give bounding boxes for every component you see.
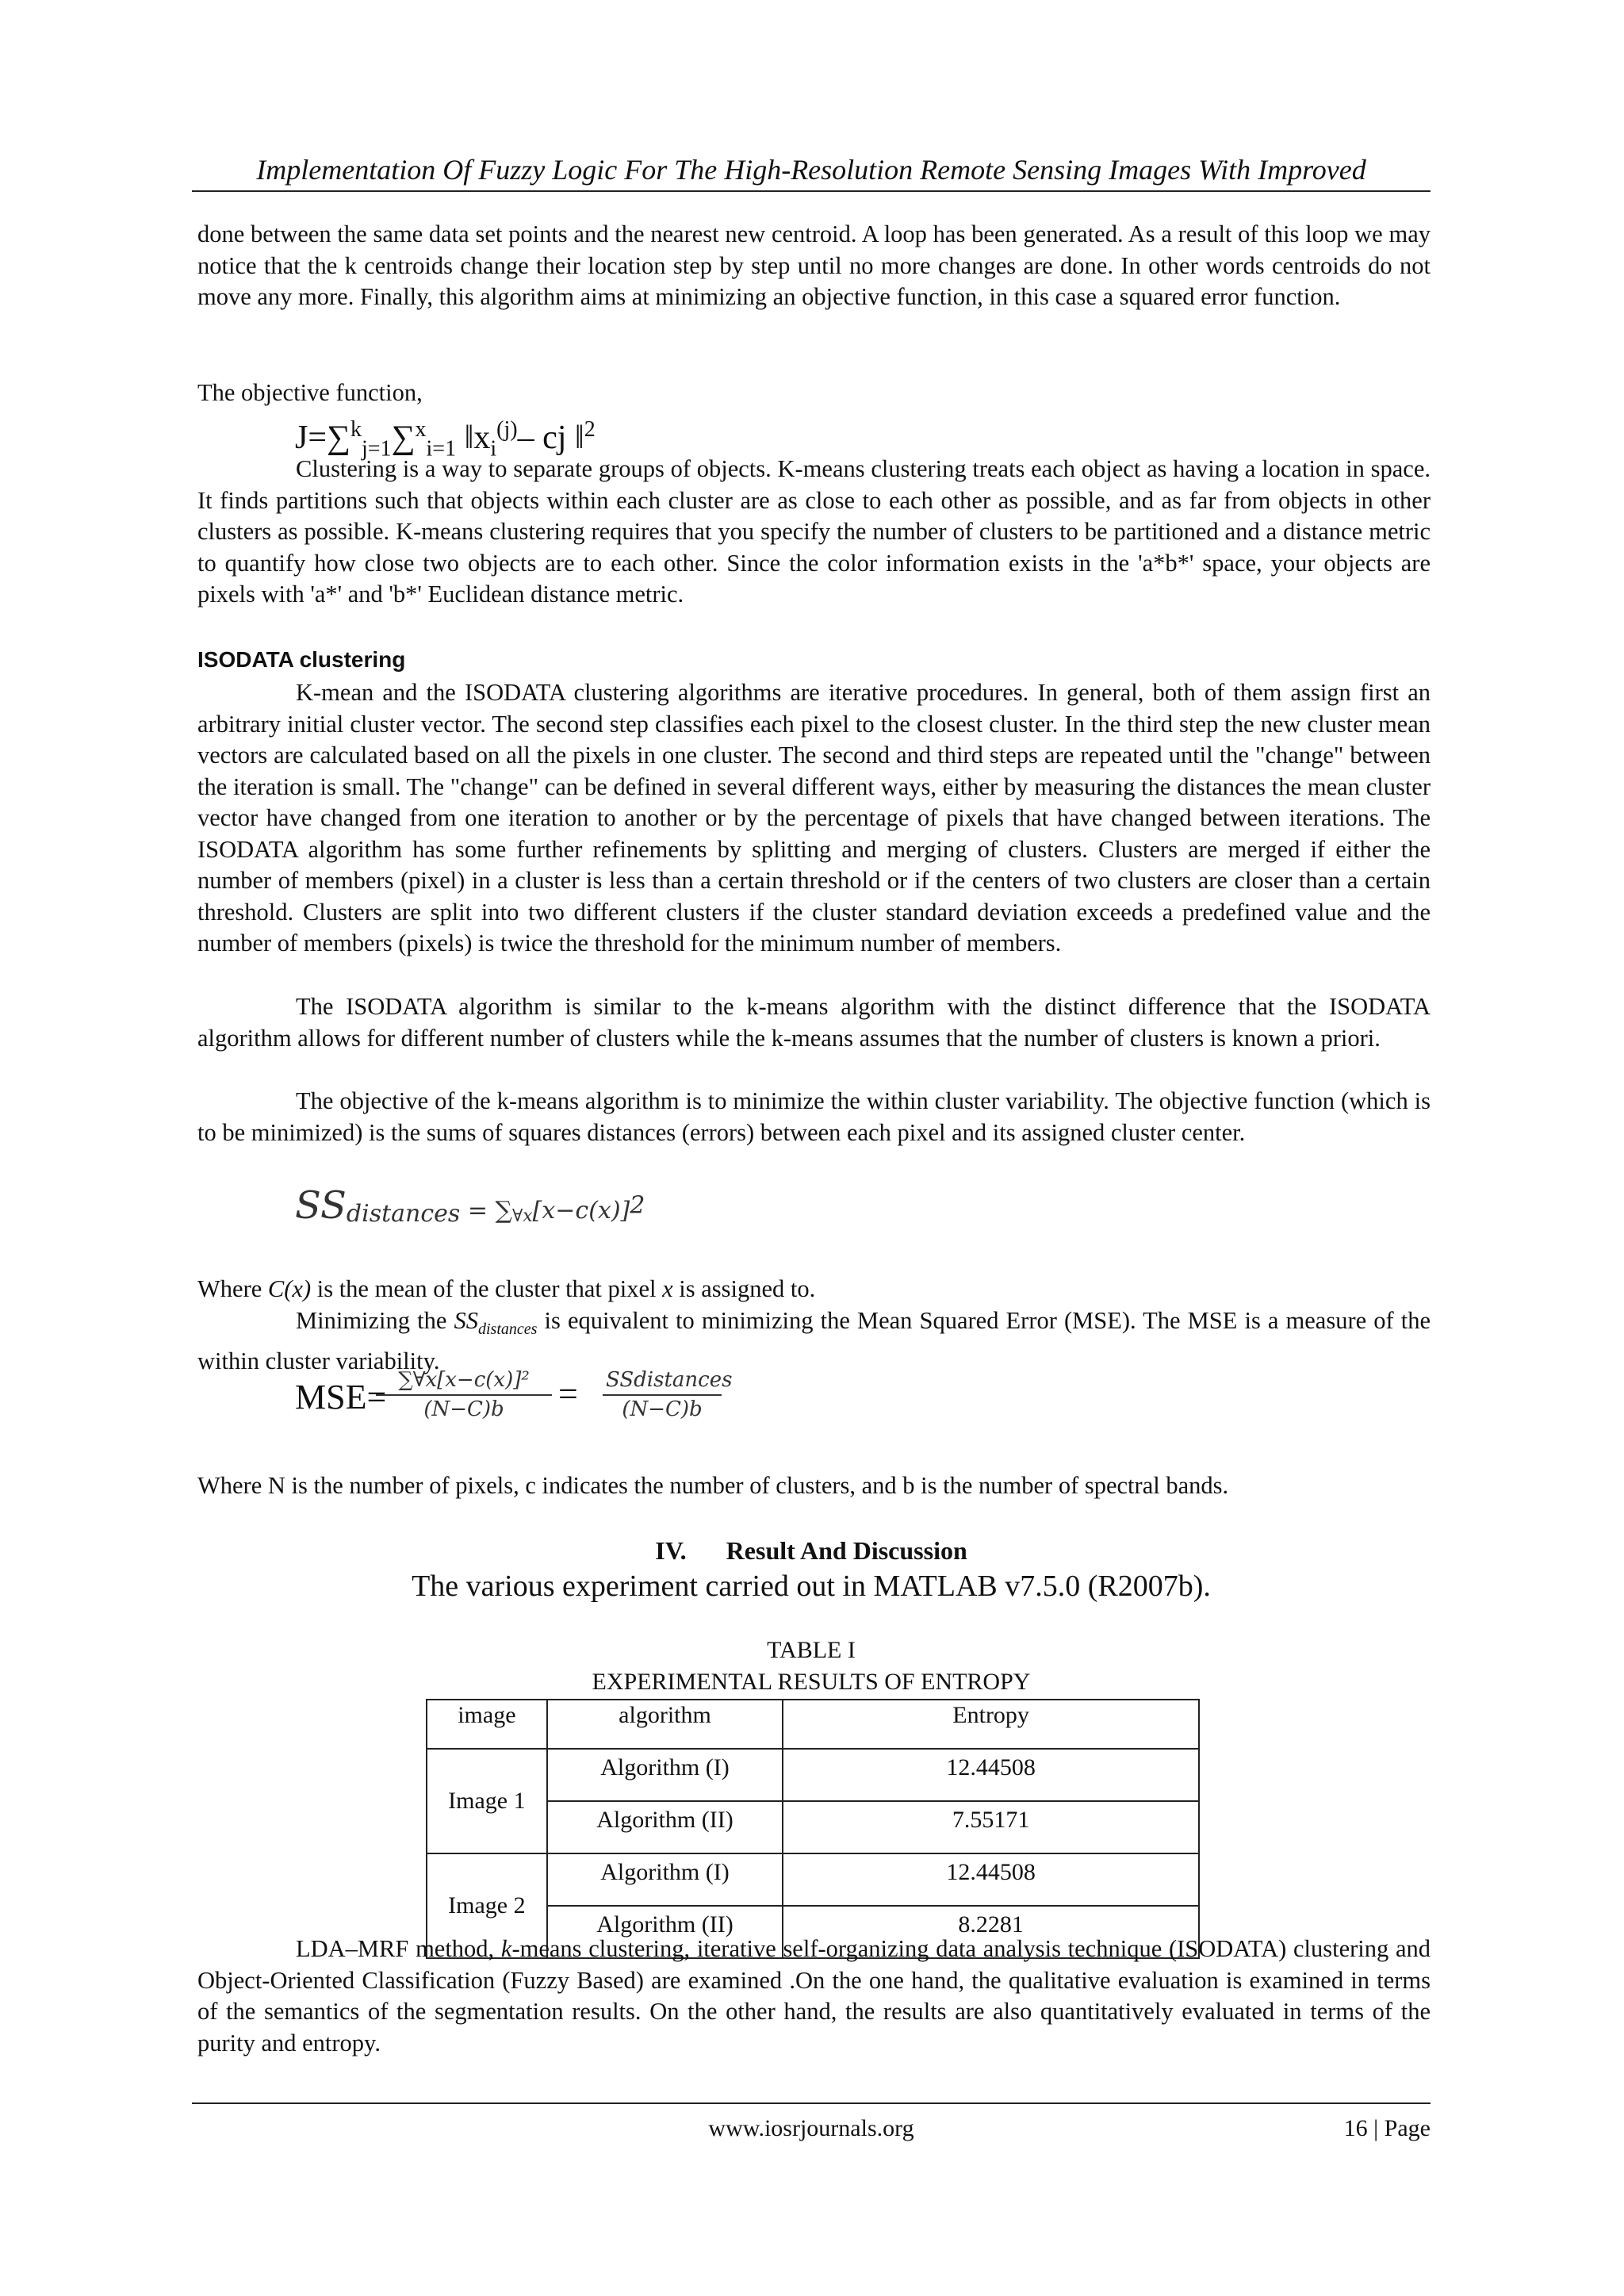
isodata-heading: ISODATA clustering (197, 647, 406, 672)
ss-distances-formula: $SS_{distances} = \sum_{\forall x}[x-c(x)]^2$ (295, 1183, 645, 1228)
paragraph-kmeans-loop: done between the same data set points and the nearest new centroid. A loop has been generated. As a result of this loop we may notice that the k centroids change their location step by step until no more changes are done. In other words centroids do not move any more. Finally, this algorithm aims at minimizing an objective function, in this case a squared error function. (197, 220, 1431, 310)
paragraph-kmeans-objective: The objective of the k-means algorithm is to minimize the within cluster variability. The objective function (which is to be minimized) is the sums of squares distances (errors) between each pixel and its assigned cluster center. (197, 1087, 1431, 1146)
running-header: Implementation Of Fuzzy Logic For The High-Resolution Remote Sensing Images With Improved (256, 154, 1366, 186)
table-title: EXPERIMENTAL RESULTS OF ENTROPY (592, 1669, 1031, 1695)
mse-fraction-1: $\frac{\text{∑∀x[x−c(x)]²}}{(N-C)b}$ (376, 1366, 552, 1423)
objective-function-label: The objective function, (197, 379, 423, 406)
header-rule (192, 190, 1431, 192)
cell-image: Image 1 (427, 1749, 547, 1853)
paragraph-methods-evaluation: LDA–MRF method, k-means clustering, iterative self-organizing data analysis technique (ISODATA) clustering and Object-Oriented Classification (Fuzzy Based) are examined .On the one hand, the qualitative evaluation is examined in terms of the semantics of the segmentation results. On the other hand, the results are also quantitatively evaluated in terms of the purity and entropy. (197, 1935, 1431, 2056)
cell-entropy: 7.55171 (783, 1801, 1199, 1853)
matlab-intro-line: The various experiment carried out in MATLAB v7.5.0 (R2007b). (412, 1570, 1211, 1603)
paragraph-isodata: K-mean and the ISODATA clustering algorithms are iterative procedures. In general, both of them assign first an arbitrary initial cluster vector. The second step classifies each pixel to the closest cluster. In the third step the new cluster mean vectors are calculated based on all the pixels in one cluster. The second and third steps are repeated until the "change" between the iteration is small. The "change" can be defined in several different ways, either by measuring the distances the mean cluster vector have changed from one iteration to another or by the percentage of pixels that have changed between iterations. The ISODATA algorithm has some further refinements by splitting and merging of clusters. Clusters are merged if either the number of members (pixel) in a cluster is less than a certain threshold or if the centers of two clusters are closer than a certain threshold. Clusters are split into two different clusters if the cluster standard deviation exceeds a predefined value and the number of members (pixels) is twice the threshold for the minimum number of members. (197, 679, 1431, 956)
mse-fraction-2: SSdistances (N−C)b (603, 1366, 722, 1423)
cell-image: Image 2 (427, 1853, 547, 1958)
cell-algorithm: Algorithm (I) (547, 1853, 783, 1906)
table-header-row (427, 1700, 1199, 1749)
section-heading: IV. Result And Discussion (655, 1536, 967, 1565)
header-image: image (427, 1700, 547, 1749)
cell-algorithm: Algorithm (I) (547, 1749, 783, 1801)
cell-entropy: 8.2281 (783, 1906, 1199, 1958)
cell-entropy: 12.44508 (783, 1749, 1199, 1801)
paragraph-clustering: Clustering is a way to separate groups of objects. K-means clustering treats each object as having a location in space. It finds partitions such that objects within each cluster are as close to each other as possible, and as far from objects in other clusters as possible. K-means clustering requires that you specify the number of clusters to be partitioned and a distance metric to quantify how close two objects are to each other. Since the color information exists in the 'a*b*' space, your objects are pixels with 'a*' and 'b*' Euclidean distance metric. (197, 455, 1431, 608)
table-row (427, 1749, 1199, 1801)
entropy-results-table (426, 1699, 1200, 1959)
paragraph-isodata-vs-kmeans: The ISODATA algorithm is similar to the k-means algorithm with the distinct difference that the ISODATA algorithm allows for different number of clusters while the k-means assumes that the number of clusters is known a priori. (197, 993, 1431, 1052)
objective-function-formula: J=∑$^k_{j=1}$∑$^x_{i=1}$ $‖x_i^{(j)}-$ cj ‖$^2$ (295, 417, 596, 462)
where-n-line: Where N is the number of pixels, c indicates the number of clusters, and b is the number of spectral bands. (197, 1472, 1229, 1499)
footer-page-number: 16 | Page (1343, 2115, 1431, 2141)
where-cx-line: Where C(x) is the mean of the cluster that pixel x is assigned to. (197, 1275, 816, 1302)
paragraph-mse: Minimizing the $SS_{distances}$ is equivalent to minimizing the Mean Squared Error (MSE). The MSE is a measure of the within cluster variability. (197, 1307, 1431, 1374)
header-algorithm: algorithm (547, 1700, 783, 1749)
table-number: TABLE I (767, 1637, 856, 1663)
footer-website: www.iosrjournals.org (708, 2115, 914, 2141)
footer-rule (192, 2102, 1431, 2104)
table-row (427, 1853, 1199, 1906)
cell-algorithm: Algorithm (II) (547, 1906, 783, 1958)
cell-algorithm: Algorithm (II) (547, 1801, 783, 1853)
header-entropy: Entropy (783, 1700, 1199, 1749)
cell-entropy: 12.44508 (783, 1853, 1199, 1906)
document-page: Implementation Of Fuzzy Logic For The High-Resolution Remote Sensing Images With Improved done between the same data set points and the nearest new centroid. A loop has been generated. As a result of this loop we may notice that the k centroids change their location step by step until no more changes are done. In other words centroids do not move any more. Finally, this algorithm aims at minimizing an objective function, in this case a squared error function. The objective function, J=∑$^k_{j=1}$∑$^x_{i=1}$ $‖x_i^{(j)}-$ cj ‖$^2$ Clustering is a way to separate groups of objects. K-means clustering treats each object as having a location in space. It finds partitions such that objects within each cluster are as close to each other as possible, and as far from objects in other clusters as possible. K-means clustering requires that you specify the number of clusters to be partitioned and a distance metric to quantify how close two objects are to each other. Since the color information exists in the 'a*b*' space, your objects are pixels with 'a*' and 'b*' Euclidean distance metric. ISODATA clustering K-mean and the ISODATA clustering algorithms are iterative procedures. In general, both of them assign first an arbitrary initial cluster vector. The second step classifies each pixel to the closest cluster. In the third step the new cluster mean vectors are calculated based on all the pixels in one cluster. The second and third steps are repeated until the "change" between the iteration is small. The "change" can be defined in several different ways, either by measuring the distances the mean cluster vector have changed from one iteration to another or by the percentage of pixels that have changed between iterations. The ISODATA algorithm has some further refinements by splitting and merging of clusters. Clusters are merged if either the number of members (pixel) in a cluster is less than a certain threshold or if the centers of two clusters are closer than a certain threshold. Clusters are split into two different clusters if the cluster standard deviation exceeds a predefined value and the number of members (pixels) is twice the threshold for the minimum number of members. The ISODATA algorithm is similar to the k-means algorithm with the distinct difference that the ISODATA algorithm allows for different number of clusters while the k-means assumes that the number of clusters is known a priori. The objective of the k-means algorithm is to minimize the within cluster variability. The objective function (which is to be minimized) is the sums of squares distances (errors) between each pixel and its assigned cluster center. $SS_{distances} = \sum_{\forall x}[x-c(x)]^2$ Where C(x) is the mean of the cluster that pixel x is assigned to. Minimizing the $SS_{distances}$ is equivalent to minimizing the Mean Squared Error (MSE). The MSE is a measure of the within cluster variability. MSE= $\frac{\text{∑∀x[x−c(x)]²}}{(N-C)b}$ = SSdistances (N−C)b Where N is the number of pixels, c indicates the number of clusters, and b is the number of spectral bands. IV. Result And Discussion The various experiment carried out in MATLAB v7.5.0 (R2007b). TABLE I EXPERIMENTAL RESULTS OF ENTROPY image algorithm Entropy Image 1 Algorithm (I) 12.44508 Algorithm (II) 7.55171 Image 2 Algorithm (I) 12.44508 Algorithm (II) 8.2281 LDA–MRF method, k-means clustering, iterative self-organizing data analysis technique (ISODATA) clustering and Object-Oriented Classification (Fuzzy Based) are examined .On the one hand, the qualitative evaluation is examined in terms of the semantics of the segmentation results. On the other hand, the results are also quantitatively evaluated in terms of the purity and entropy. www.iosrjournals.org 16 | Page (0, 0, 1624, 2296)
